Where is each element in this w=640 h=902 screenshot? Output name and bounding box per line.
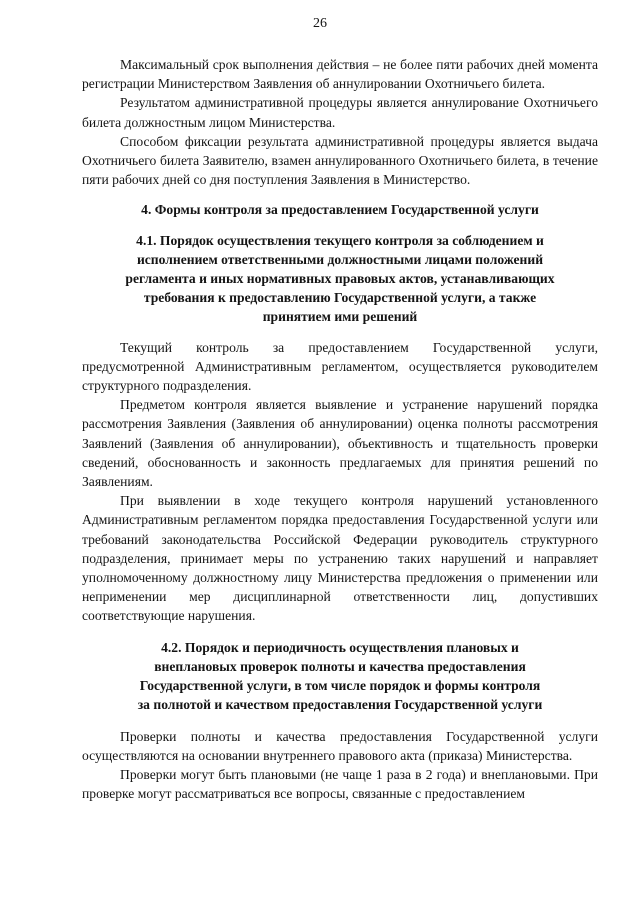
paragraph-procedure-result: Результатом административной процедуры является аннулирование Охотничьего билета должностным лицом Министерства. xyxy=(82,95,598,130)
paragraph-current-control: Текущий контроль за предоставлением Государственной услуги, предусмотренной Административным регламентом, осуществляется руководителем структурного подразделения. xyxy=(82,339,598,394)
paragraph-violations: При выявлении в ходе текущего контроля нарушений установленного Административным регламентом порядка предоставления Государственной услуги или требований законодательства Российской Федерации руководитель структурного подразделения, принимает меры по устранению таких нарушений и направляет уполномоченному должностному лицу Министерства предложения о применении или неприменении мер дисциплинарной ответственности лиц, допустивших соответствующие нарушения. xyxy=(82,493,598,624)
paragraph-inspections-basis: Проверки полноты и качества предоставления Государственной услуги осуществляются на основании внутреннего правового акта (приказа) Министерства. xyxy=(82,728,598,763)
section-4-1-heading: 4.1. Порядок осуществления текущего контроля за соблюдением и исполнением ответственными должностными лицами положений регламента и иных нормативных правовых актов, устанавливающих требования к предоставлению Государственной услуги, а также принятием ими решений xyxy=(125,232,555,325)
page-number: 26 xyxy=(313,16,327,31)
paragraph-result-fixation: Способом фиксации результата административной процедуры является выдача Охотничьего билета Заявителю, взамен аннулированного Охотничьего билета, в течение пяти рабочих дней со дня поступления Заявления в Министерство. xyxy=(82,133,598,188)
paragraph-max-duration: Максимальный срок выполнения действия – не более пяти рабочих дней момента регистрации Министерством Заявления об аннулировании Охотничьего билета. xyxy=(82,57,598,92)
document-body xyxy=(82,55,598,803)
paragraph-control-subject: Предметом контроля является выявление и устранение нарушений порядка рассмотрения Заявления (Заявления об аннулировании) оценка полноты рассмотрения Заявлений (Заявления об аннулировании), объективность и тщательность проверки сведений, обоснованность и законность предлагаемых для принятия решений по Заявлениям. xyxy=(82,397,598,490)
paragraph-inspections-frequency: Проверки могут быть плановыми (не чаще 1 раза в 2 года) и внеплановыми. При проверке могут рассматриваться все вопросы, связанные с предоставлением xyxy=(82,766,598,802)
section-4-2-heading: 4.2. Порядок и периодичность осуществления плановых и внеплановых проверок полноты и качества предоставления Государственной услуги, в том числе порядок и формы контроля за полнотой и качеством предоставления Государственной услуги xyxy=(137,639,543,713)
section-4-heading: 4. Формы контроля за предоставлением Государственной услуги xyxy=(141,202,539,218)
